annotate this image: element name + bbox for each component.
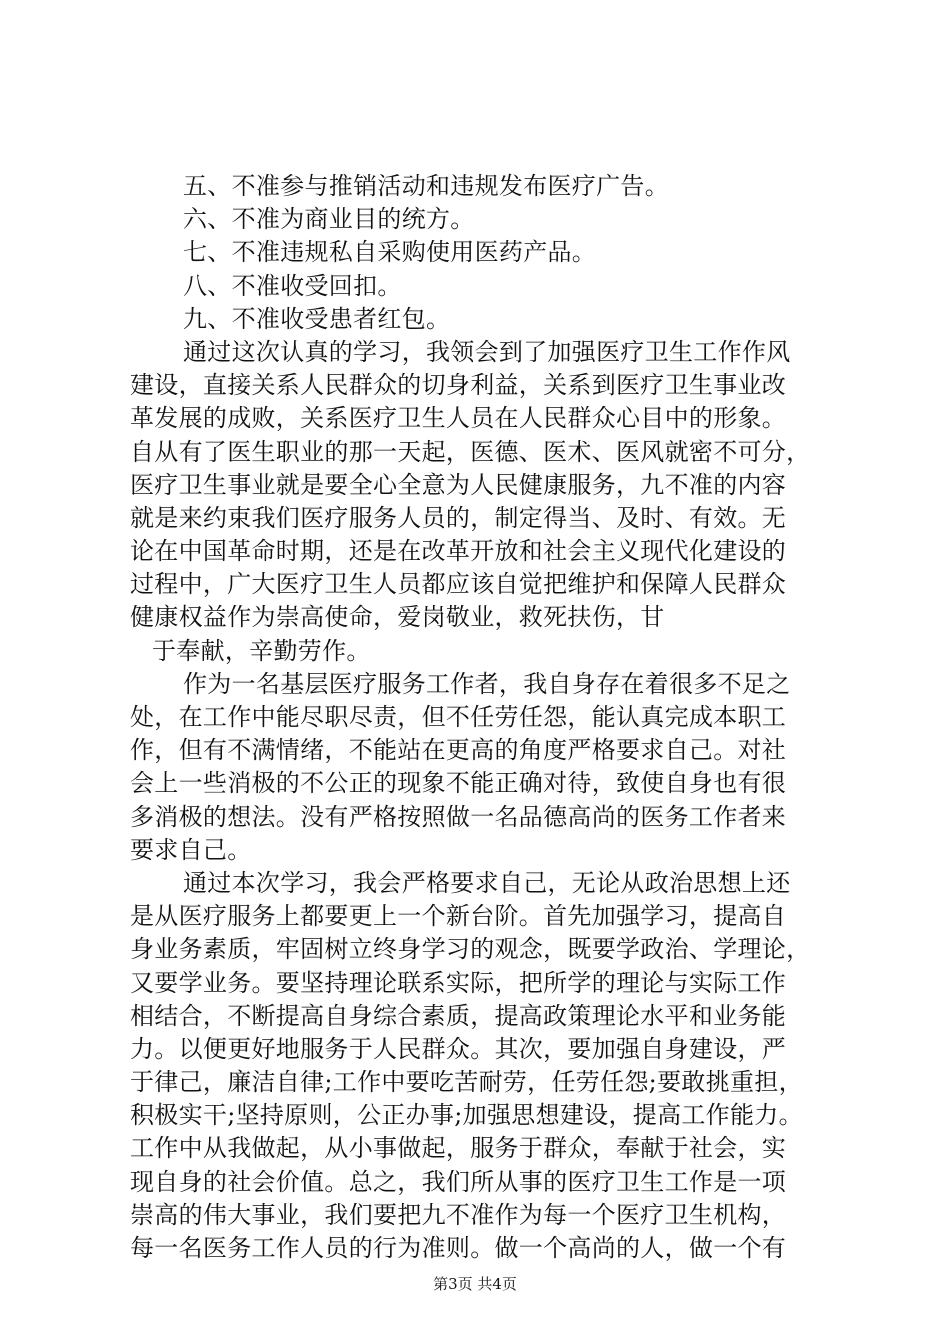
- text-line: 六、不准为商业目的统方。: [183, 205, 475, 234]
- text-line: 每一名医务工作人员的行为准则。做一个高尚的人，做一个有: [130, 1234, 787, 1262]
- text-line: 通过这次认真的学习，我领会到了加强医疗卫生工作作风: [183, 337, 791, 366]
- text-line: 处，在工作中能尽职尽责，但不任劳任怨，能认真完成本职工: [130, 703, 787, 731]
- text-line: 就是来约束我们医疗服务人员的，制定得当、及时、有效。无: [130, 503, 787, 532]
- text-line: 七、不准违规私自采购使用医药产品。: [183, 238, 597, 267]
- text-line: 建设，直接关系人民群众的切身利益，关系到医疗卫生事业改: [130, 371, 787, 400]
- text-line: 是从医疗服务上都要更上一个新台阶。首先加强学习，提高自: [130, 902, 787, 931]
- text-line: 作，但有不满情绪，不能站在更高的角度严格要求自己。对社: [130, 736, 787, 765]
- text-line: 作为一名基层医疗服务工作者，我自身存在着很多不足之: [183, 669, 791, 698]
- text-line: 相结合，不断提高自身综合素质，提高政策理论水平和业务能: [130, 1001, 787, 1030]
- text-line: 过程中，广大医疗卫生人员都应该自觉把维护和保障人民群众: [130, 570, 787, 599]
- text-line: 又要学业务。要坚持理论联系实际，把所学的理论与实际工作: [130, 968, 787, 997]
- text-line: 会上一些消极的不公正的现象不能正确对待，致使自身也有很: [130, 769, 787, 798]
- text-line: 于奉献，辛勤劳作。: [152, 636, 371, 665]
- text-line: 力。以便更好地服务于人民群众。其次，要加强自身建设，严: [130, 1034, 787, 1063]
- text-line: 九、不准收受患者红包。: [183, 304, 451, 333]
- text-line: 论在中国革命时期，还是在改革开放和社会主义现代化建设的: [130, 537, 787, 566]
- text-line: 工作中从我做起，从小事做起，服务于群众，奉献于社会，实: [130, 1134, 787, 1163]
- text-line: 多消极的想法。没有严格按照做一名品德高尚的医务工作者来: [130, 802, 787, 831]
- text-line: 崇高的伟大事业，我们要把九不准作为每一个医疗卫生机构，: [130, 1200, 787, 1229]
- text-line: 五、不准参与推销活动和违规发布医疗广告。: [183, 172, 669, 200]
- text-line: 要求自己。: [130, 835, 252, 864]
- text-line: 通过本次学习，我会严格要求自己，无论从政治思想上还: [183, 868, 791, 897]
- text-line: 八、不准收受回扣。: [183, 271, 402, 300]
- text-line: 革发展的成败，关系医疗卫生人员在人民群众心目中的形象。: [130, 404, 787, 433]
- page-footer: 第3页 共4页: [433, 1275, 517, 1293]
- text-line: 健康权益作为崇高使命，爱岗敬业，救死扶伤，甘: [130, 603, 665, 632]
- document-body: [130, 170, 830, 1265]
- text-line: 积极实干;坚持原则，公正办事;加强思想建设，提高工作能力。: [130, 1101, 803, 1130]
- text-line: 医疗卫生事业就是要全心全意为人民健康服务，九不准的内容: [130, 470, 787, 499]
- text-line: 自从有了医生职业的那一天起，医德、医术、医风就密不可分，: [130, 437, 811, 466]
- text-line: 现自身的社会价值。总之，我们所从事的医疗卫生工作是一项: [130, 1167, 787, 1196]
- text-line: 于律己，廉洁自律;工作中要吃苦耐劳，任劳任怨;要敢挑重担，: [130, 1068, 803, 1097]
- text-line: 身业务素质，牢固树立终身学习的观念，既要学政治、学理论，: [130, 935, 811, 964]
